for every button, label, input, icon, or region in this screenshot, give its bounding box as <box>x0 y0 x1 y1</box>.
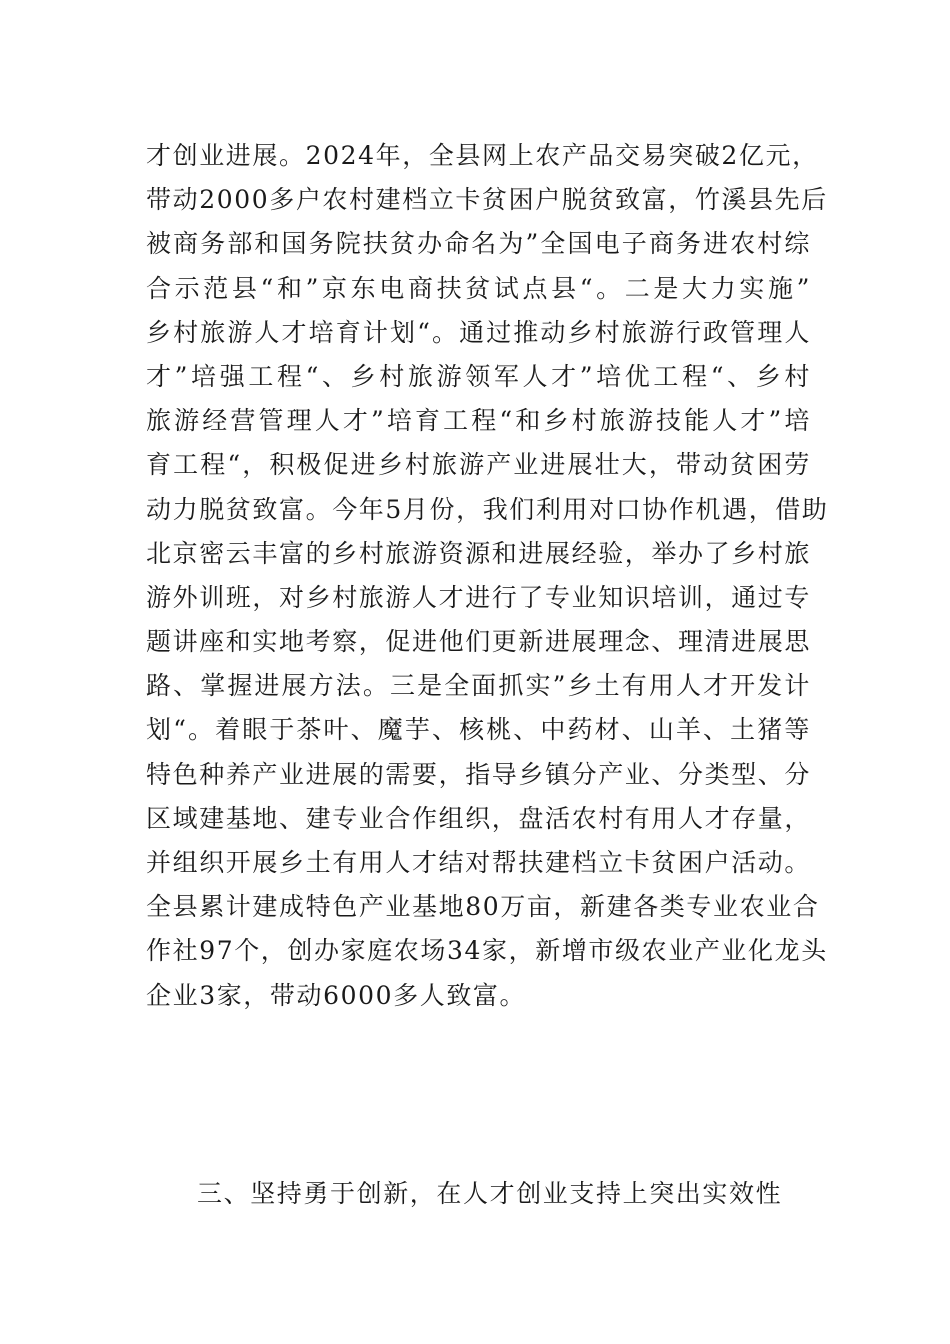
paragraph-line: 带动2000多户农村建档立卡贫困户脱贫致富，竹溪县先后 <box>146 185 828 215</box>
paragraph-line: 才”培强工程“、乡村旅游领军人才”培优工程“、乡村 <box>146 361 811 391</box>
paragraph-line: 被商务部和国务院扶贫办命名为”全国电子商务进农村综 <box>146 229 811 259</box>
paragraph-line: 并组织开展乡土有用人才结对帮扶建档立卡贫困户活动。 <box>146 848 812 877</box>
paragraph-line: 路、掌握进展方法。三是全面抓实”乡土有用人才开发计 <box>146 671 811 701</box>
paragraph-line: 动力脱贫致富。今年5月份，我们利用对口协作机遇，借助 <box>146 494 829 524</box>
paragraph-line: 特色种养产业进展的需要，指导乡镇分产业、分类型、分 <box>146 759 812 789</box>
paragraph-line: 乡村旅游人才培育计划“。通过推动乡村旅游行政管理人 <box>146 317 811 347</box>
body-paragraph <box>146 134 829 1018</box>
paragraph-line: 合示范县“和”京东电商扶贫试点县“。二是大力实施” <box>146 273 811 303</box>
paragraph-line: 北京密云丰富的乡村旅游资源和进展经验，举办了乡村旅 <box>146 538 812 568</box>
paragraph-line: 全县累计建成特色产业基地80万亩，新建各类专业农业合 <box>146 892 820 922</box>
paragraph-line: 育工程“，积极促进乡村旅游产业进展壮大，带动贫困劳 <box>146 450 811 480</box>
paragraph-line: 旅游经营管理人才”培育工程“和乡村旅游技能人才”培 <box>146 406 811 436</box>
paragraph-line: 题讲座和实地考察，促进他们更新进展理念、理清进展思 <box>146 627 812 657</box>
paragraph-line: 企业3家，带动6000多人致富。 <box>146 980 527 1010</box>
paragraph-line: 游外训班，对乡村旅游人才进行了专业知识培训，通过专 <box>146 582 812 612</box>
paragraph-line: 划“。着眼于茶叶、魔芋、核桃、中药材、山羊、土猪等 <box>146 715 811 745</box>
paragraph-line: 区域建基地、建专业合作组织，盘活农村有用人才存量， <box>146 803 812 833</box>
paragraph-line: 才创业进展。2024年，全县网上农产品交易突破2亿元， <box>146 141 819 170</box>
section-heading: 三、坚持勇于创新，在人才创业支持上突出实效性 <box>197 1179 783 1208</box>
paragraph-line: 作社97个，创办家庭农场34家，新增市级农业产业化龙头 <box>146 936 828 966</box>
